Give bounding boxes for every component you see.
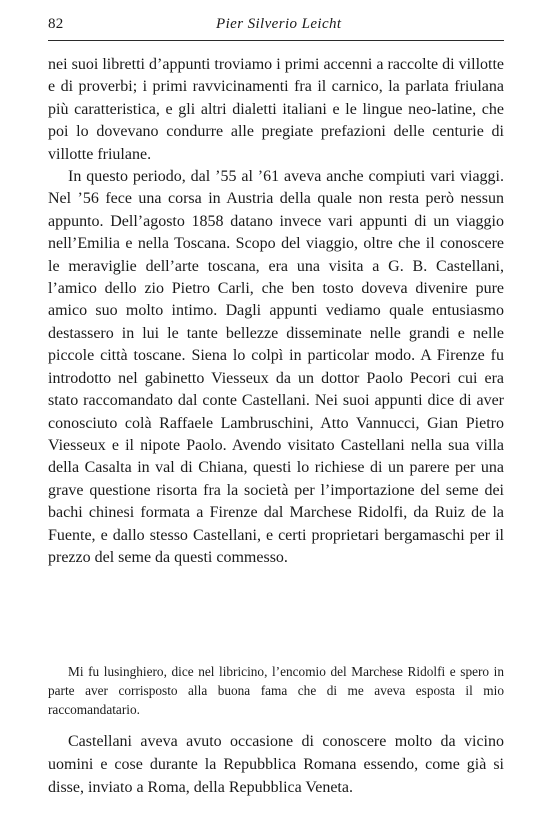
paragraph-closing: Castellani aveva avuto occasione di conoscere molto da vicino uomini e cose durante la Repubblica Romana essendo, come già si disse, inviato a Roma, della Repubblica Veneta. xyxy=(48,733,504,796)
block-quote: Mi fu lusinghiero, dice nel libricino, l’encomio del Marchese Ridolfi e spero in parte aver corrisposto alla buona fama che di me aveva esposta il mio raccomandatario. xyxy=(48,664,504,717)
page-number: 82 xyxy=(48,16,64,32)
paragraph-continuation: nei suoi libretti d’appunti troviamo i primi accenni a raccolte di villotte e di proverbi; i primi ravvicinamenti fra il carnico, la parlata friulana più caratteristica, e gli altri dialetti italiani e le lingue neo-latine, che poi lo dovevano condurre alle pregiate prefazioni delle centurie di villotte friulane. xyxy=(48,56,504,163)
running-head: Pier Silverio Leicht xyxy=(216,16,342,32)
paragraph-travels: In questo periodo, dal ’55 al ’61 aveva anche compiuti vari viaggi. Nel ’56 fece una corsa in Austria della quale non resta però nessun appunto. Dell’agosto 1858 datano invece vari appunti di un viaggio nell’Emilia e nella Toscana. Scopo del viaggio, oltre che il conoscere le meraviglie dell’arte toscana, era una visita a G. B. Castellani, l’amico dello zio Pietro Carli, che ben tosto doveva divenire pure amico suo molto intimo. Dagli appunti vediamo quale entusiasmo destassero in lui le tante bellezze disseminate nelle grandi e nelle piccole città toscane. Siena lo colpì in particolar modo. A Firenze fu introdotto nel gabinetto Viesseux da un dottor Paolo Pecori cui era stato raccomandato dal conte Castellani. Nei suoi appunti dice di aver conosciuto colà Raffaele Lambruschini, Atto Vannucci, Gian Pietro Viesseux e il nipote Paolo. Avendo visitato Castellani nella sua villa della Casalta in val di Chiana, questi lo richiese di un parere per una grave questione risorta fra la società per l’importazione del seme dei bachi chinesi formata a Firenze dal Marchese Ridolfi, da Ruiz de la Fuente, e dallo stesso Castellani, e certi proprietari bergamaschi per il prezzo del seme da questi commesso. xyxy=(48,168,504,566)
book-page xyxy=(48,14,504,796)
header-rule xyxy=(48,40,504,41)
body-text xyxy=(48,54,504,569)
page-header xyxy=(48,14,504,38)
